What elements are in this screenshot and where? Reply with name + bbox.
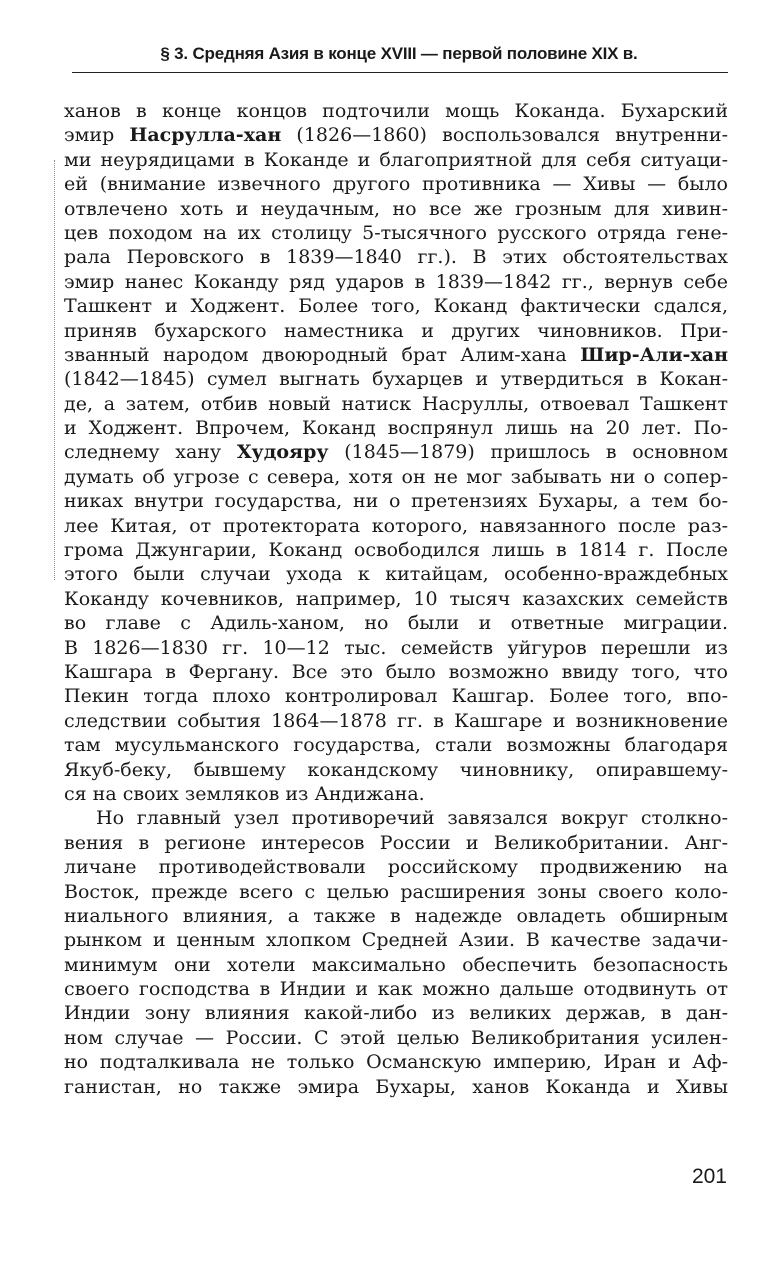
text-line: эмир Насрулла-хан (1826—1860) воспользовался внутренни- [64, 124, 728, 147]
text-line: цев походом на их столицу 5-тысячного русского отряда гене- [64, 221, 728, 244]
text-line: следнему хану Худояру (1845—1879) пришлось в основном [64, 441, 728, 464]
text-line: своего господства в Индии и как можно дальше отодвинуть от [64, 978, 728, 1001]
text-line: Ташкент и Ходжент. Более того, Коканд фактически сдался, [64, 295, 728, 318]
text-line: рала Перовского в 1839—1840 гг.). В этих обстоятельствах [64, 246, 728, 269]
text-line: званный народом двоюродный брат Алим-хана Шир-Али-хан [64, 343, 728, 366]
text-line: думать об угрозе с севера, хотя он не мог забывать ни о сопер- [64, 465, 728, 488]
text-line: эмир нанес Коканду ряд ударов в 1839—1842 гг., вернув себе [64, 270, 728, 293]
text-line: вения в регионе интересов России и Великобритании. Анг- [64, 831, 728, 854]
text-line: приняв бухарского наместника и других чиновников. При- [64, 319, 728, 342]
text-line: ми неурядицами в Коканде и благоприятной для себя ситуаци- [64, 148, 728, 171]
page-number: 201 [691, 1165, 727, 1188]
text-line: личане противодействовали российскому продвижению на [64, 856, 728, 879]
text-line: следствии события 1864—1878 гг. в Кашгаре и возникновение [64, 709, 728, 732]
body-text [64, 99, 728, 1099]
scan-margin-artifact [54, 160, 55, 580]
text-line: во главе с Адиль-ханом, но были и ответные миграции. [64, 612, 728, 635]
paragraph-first-line: Но главный узел противоречий завязался вокруг столкно- [96, 807, 728, 830]
text-line: ханов в конце концов подточили мощь Коканда. Бухарский [64, 100, 728, 122]
text-line: рынком и ценным хлопком Средней Азии. В качестве задачи- [64, 929, 728, 952]
text-line: никах внутри государства, ни о претензиях Бухары, а тем бо- [64, 490, 728, 513]
text-line: и Ходжент. Впрочем, Коканд воспрянул лишь на 20 лет. По- [64, 417, 728, 440]
text-line: ся на своих земляков из Андижана. [64, 782, 425, 805]
bold-name: Худояру [236, 441, 329, 464]
text-line: ей (внимание извечного другого противника — Хивы — было [64, 173, 728, 196]
text-line: Пекин тогда плохо контролировал Кашгар. Более того, впо- [64, 685, 728, 708]
text-line: лее Китая, от протектората которого, навязанного после раз- [64, 514, 728, 537]
text-line: Якуб-беку, бывшему кокандскому чиновнику, опиравшему- [64, 758, 728, 781]
text-line: В 1826—1830 гг. 10—12 тыс. семейств уйгуров перешли из [64, 636, 728, 659]
text-line: минимум они хотели максимально обеспечить безопасность [64, 953, 728, 976]
text-line: этого были случаи ухода к китайцам, особенно-враждебных [64, 563, 728, 586]
text-line: де, а затем, отбив новый натиск Насруллы, отвоевал Ташкент [64, 392, 728, 415]
text-line: отвлечено хоть и неудачным, но все же грозным для хивин- [64, 197, 728, 220]
text-line: (1842—1845) сумел выгнать бухарцев и утвердиться в Кокан- [64, 368, 728, 391]
text-line: но подталкивала не только Османскую империю, Иран и Аф- [64, 1051, 728, 1074]
bold-name: Насрулла-хан [129, 124, 282, 147]
text-line: Восток, прежде всего с целью расширения зоны своего коло- [64, 880, 728, 903]
text-line: ном случае — России. С этой целью Великобритания усилен- [64, 1026, 728, 1049]
running-head: § 3. Средняя Азия в конце XVIII — первой половине XIX в. [160, 44, 638, 63]
text-line: там мусульманского государства, стали возможны благодаря [64, 734, 728, 757]
text-line: Индии зону влияния какой-либо из великих держав, в дан- [64, 1002, 728, 1025]
text-line: Кашгара в Фергану. Все это было возможно ввиду того, что [64, 660, 728, 683]
text-line: ниального влияния, а также в надежде овладеть обширным [64, 904, 728, 927]
text-line: ганистан, но также эмира Бухары, ханов Коканда и Хивы [64, 1075, 728, 1098]
text-line: грома Джунгарии, Коканд освободился лишь в 1814 г. После [64, 539, 728, 562]
text-line: Коканду кочевников, например, 10 тысяч казахских семейств [64, 587, 728, 610]
bold-name: Шир-Али-хан [580, 343, 728, 366]
header-rule [72, 72, 728, 73]
